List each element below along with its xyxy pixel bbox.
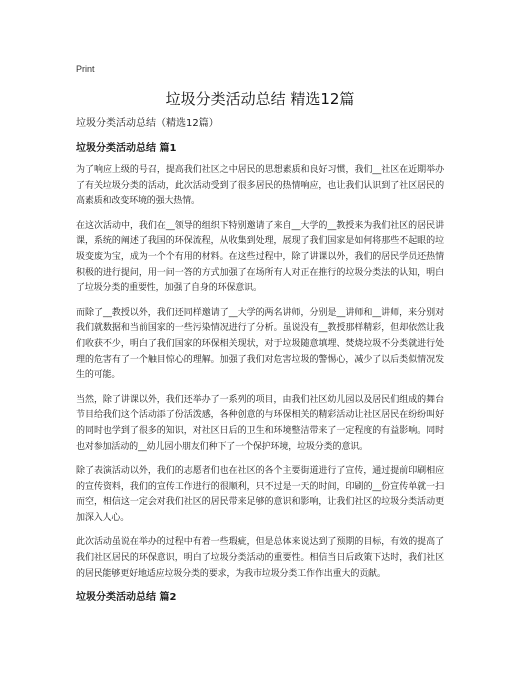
paragraph: 当然，除了讲课以外，我们还举办了一系列的项目，由我们社区幼儿园以及居民们组成的舞台节目给我们这个活动添了份活泼感，各种创意的与环保相关的精彩活动让社区居民在纷纷叫好的同时也学到了很多的知识，对社区日后的卫生和环境整洁带来了一定程度的有益影响。同时也对参加活动的__幼儿园小朋友们种下了一个保护环境，垃圾分类的意识。 xyxy=(76,394,444,452)
paragraph: 为了响应上级的号召，提高我们社区之中居民的思想素质和良好习惯，我们__社区在近期举办了有关垃圾分类的活动，此次活动受到了很多居民的热情响应，也让我们认识到了社区居民的高素质和改变环境的强大热情。 xyxy=(76,165,444,207)
paragraph: 除了表演活动以外，我们的志愿者们也在社区的各个主要街道进行了宣传，通过提前印刷相应的宣传资料，我们的宣传工作进行的很顺利，只不过是一天的时间，印刷的__份宣传单就一扫而空，相信这一定会对我们社区的居民带来足够的意识和影响，让我们社区的垃圾分类活动更加深入人心。 xyxy=(76,466,444,523)
document-body xyxy=(76,117,444,612)
paragraph: 而除了__教授以外，我们还同样邀请了__大学的两名讲师，分别是__讲师和__讲师，来分别对我们就数据和当前国家的一些污染情况进行了分析。虽说没有__教授那样精彩，但却依然让我们收获不少，明白了我们国家的环保相关现状，对于垃圾随意填埋、焚烧垃圾不分类就进行处理的危害有了一个触目惊心的理解。加强了我们对危害垃圾的警惕心，减少了以后类似情况发生的可能。 xyxy=(76,307,444,381)
section-heading-2: 垃圾分类活动总结 篇2 xyxy=(76,592,177,604)
print-link[interactable]: Print xyxy=(76,64,95,74)
paragraph: 此次活动虽说在举办的过程中有着一些瑕疵，但是总体来说达到了预期的目标，有效的提高了我们社区居民的环保意识，明白了垃圾分类活动的重要性。相信当日后政策下达时，我们社区的居民能够更好地适应垃圾分类的要求，为我市垃圾分类工作作出重大的贡献。 xyxy=(76,537,444,579)
section-heading-1: 垃圾分类活动总结 篇1 xyxy=(76,143,177,154)
document-subtitle: 垃圾分类活动总结（精选12篇） xyxy=(76,118,219,129)
page-title: 垃圾分类活动总结 精选12篇 xyxy=(165,90,355,108)
paragraph: 在这次活动中，我们在__领导的组织下特别邀请了来自__大学的__教授来为我们社区的居民讲课，系统的阐述了我国的环保流程，从收集到处理，展现了我们国家是如何将那些不起眼的垃圾变废为宝，成为一个个有用的材料。在这些过程中，除了讲课以外，我们的居民学员还热情积极的进行提问，用一问一答的方式加强了在场所有人对正在推行的垃圾分类法的认知，明白了垃圾分类的重要性，加强了自身的环保意识。 xyxy=(76,220,444,294)
